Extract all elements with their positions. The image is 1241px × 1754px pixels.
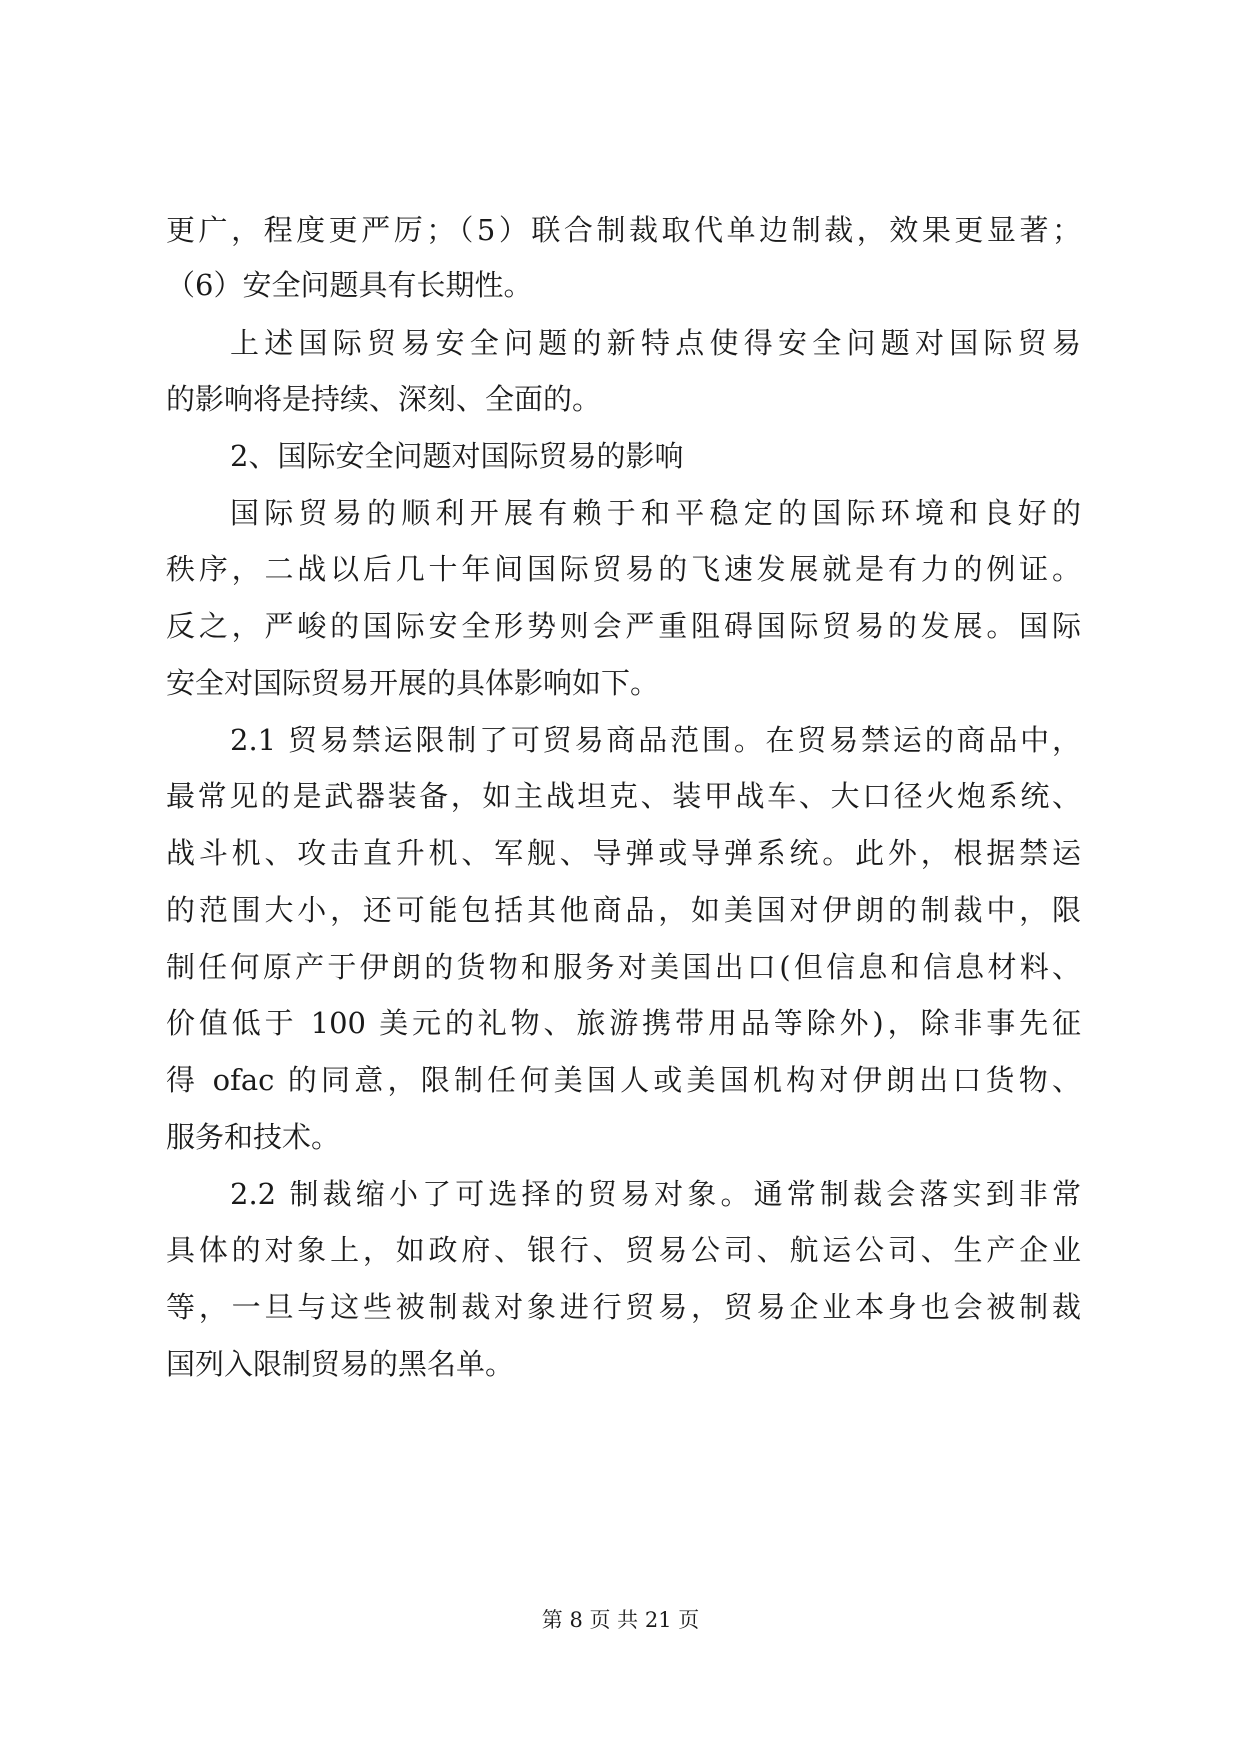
text-line-12: 战斗机、攻击直升机、军舰、导弹或导弹系统。此外，根据禁运 bbox=[166, 836, 1081, 870]
text-line-13: 的范围大小，还可能包括其他商品，如美国对伊朗的制裁中，限 bbox=[166, 893, 1081, 927]
text-line-19: 具体的对象上，如政府、银行、贸易公司、航运公司、生产企业 bbox=[166, 1233, 1081, 1267]
text-line-1: 更广，程度更严厉；（5）联合制裁取代单边制裁，效果更显著； bbox=[166, 213, 1081, 247]
text-line-2: （6）安全问题具有长期性。 bbox=[166, 268, 533, 302]
text-line-6: 国际贸易的顺利开展有赖于和平稳定的国际环境和良好的 bbox=[230, 496, 1081, 530]
text-line-10: 2.1 贸易禁运限制了可贸易商品范围。在贸易禁运的商品中， bbox=[230, 723, 1081, 757]
text-line-18: 2.2 制裁缩小了可选择的贸易对象。通常制裁会落实到非常 bbox=[230, 1177, 1081, 1211]
text-line-21: 国列入限制贸易的黑名单。 bbox=[166, 1347, 515, 1381]
page-number-footer: 第 8 页 共 21 页 bbox=[541, 1608, 700, 1632]
section-heading-2: 2、国际安全问题对国际贸易的影响 bbox=[230, 439, 684, 473]
text-line-15: 价值低于 100 美元的礼物、旅游携带用品等除外)，除非事先征 bbox=[166, 1006, 1081, 1040]
text-line-9: 安全对国际贸易开展的具体影响如下。 bbox=[166, 666, 660, 700]
text-line-7: 秩序，二战以后几十年间国际贸易的飞速发展就是有力的例证。 bbox=[166, 552, 1081, 586]
text-line-4: 的影响将是持续、深刻、全面的。 bbox=[166, 382, 602, 416]
text-line-17: 服务和技术。 bbox=[166, 1120, 341, 1154]
text-line-3: 上述国际贸易安全问题的新特点使得安全问题对国际贸易 bbox=[230, 326, 1081, 360]
text-line-14: 制任何原产于伊朗的货物和服务对美国出口(但信息和信息材料、 bbox=[166, 950, 1081, 984]
text-line-11: 最常见的是武器装备，如主战坦克、装甲战车、大口径火炮系统、 bbox=[166, 779, 1081, 813]
text-line-16: 得 ofac 的同意，限制任何美国人或美国机构对伊朗出口货物、 bbox=[166, 1063, 1081, 1097]
text-line-20: 等，一旦与这些被制裁对象进行贸易，贸易企业本身也会被制裁 bbox=[166, 1290, 1081, 1324]
text-line-8: 反之，严峻的国际安全形势则会严重阻碍国际贸易的发展。国际 bbox=[166, 609, 1081, 643]
